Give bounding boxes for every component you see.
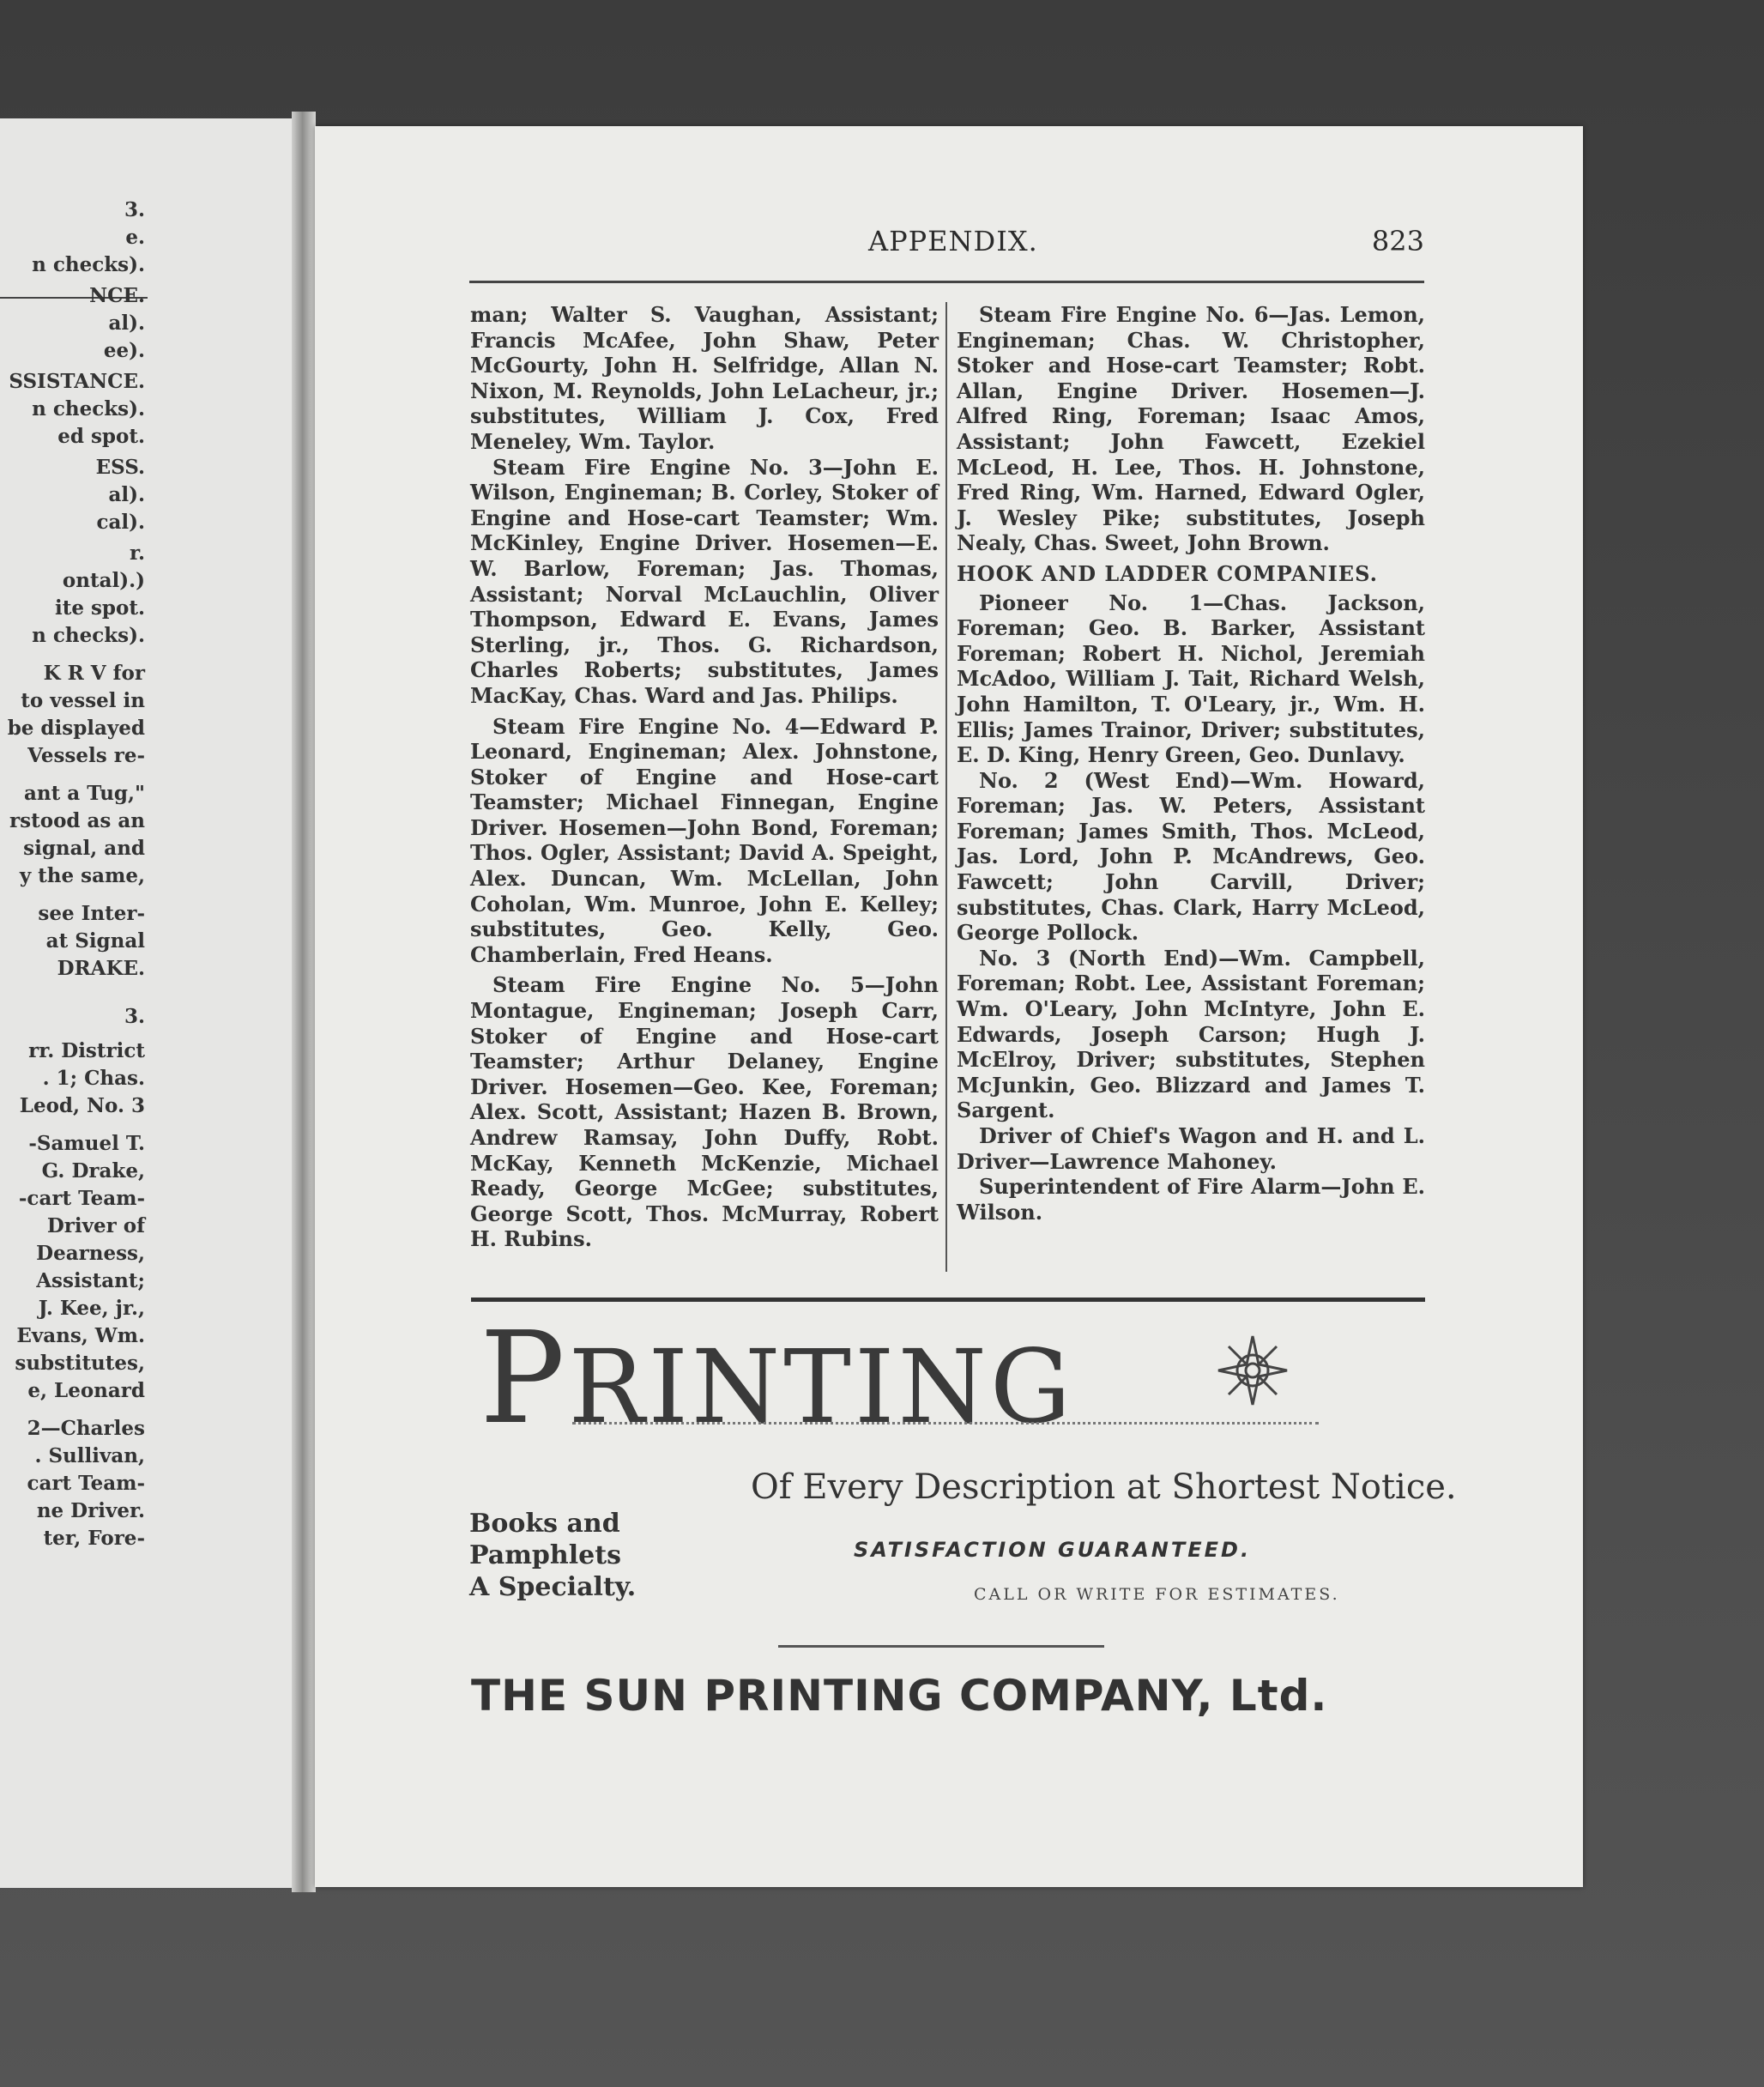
advertisement-specialty xyxy=(469,1508,636,1603)
page-number: 823 xyxy=(1371,225,1424,257)
left-page-line: . 1; Chas. xyxy=(42,1067,145,1090)
paragraph-engine-3: Steam Fire Engine No. 3—John E. Wilson, Engineman; B. Corley, Stoker of Engine and Hose-cart Teamster; Wm. McKinley, Engine Driver. Hosemen—E. W. Barlow, Foreman; Jas. Thomas, Assistant; Norval McLauchlin, Oliver Thompson, Edward E. Evans, James Sterling, jr., Thos. G. Richardson, Charles Roberts; substitutes, James MacKay, Chas. Ward and Jas. Philips. xyxy=(470,454,939,708)
advertisement-title-rest: RINTING xyxy=(568,1328,1075,1446)
paragraph-engine-6: Steam Fire Engine No. 6—Jas. Lemon, Engineman; Chas. W. Christopher, Stoker and Hose-cart Teamster; Robt. Allan, Engine Driver. Hosemen—J. Alfred Ring, Foreman; Isaac Amos, Assistant; John Fawcett, Ezekiel McLeod, H. Lee, Thos. H. Johnstone, Fred Ring, Wm. Harned, Edward Ogler, J. Wesley Pike; substitutes, Joseph Nealy, Chas. Sweet, John Brown. xyxy=(957,302,1425,556)
left-page-fragment xyxy=(0,118,305,1888)
left-page-line: 3. xyxy=(124,1005,145,1028)
floral-ornament-icon xyxy=(1214,1332,1291,1409)
left-page-line: ite spot. xyxy=(54,596,145,620)
left-page-line: e. xyxy=(125,226,145,249)
paragraph-no-3-north-end: No. 3 (North End)—Wm. Campbell, Foreman; Robt. Lee, Assistant Foreman; Wm. O'Leary, John McIntyre, John E. Edwards, Joseph Carson; Hugh J. McElroy, Driver; substitutes, Stephen McJunkin, Geo. Blizzard and James T. Sargent. xyxy=(957,945,1425,1123)
left-page-line: ontal).) xyxy=(62,569,145,592)
left-page-line: rstood as an xyxy=(9,809,145,832)
specialty-line-3: A Specialty. xyxy=(469,1572,637,1602)
advertisement-short-rule xyxy=(778,1645,1104,1648)
advertisement-title-initial: P xyxy=(480,1304,569,1452)
page-header xyxy=(315,225,1424,259)
left-page-line: substitutes, xyxy=(15,1352,145,1375)
header-rule xyxy=(469,281,1424,283)
left-page-line: n checks). xyxy=(32,397,145,420)
satisfaction-guaranteed: SATISFACTION GUARANTEED. xyxy=(854,1538,1252,1562)
left-page-line: -cart Team- xyxy=(18,1187,145,1210)
left-page-line: Driver of xyxy=(46,1214,145,1237)
left-page-line: e, Leonard xyxy=(27,1379,145,1402)
advertisement-top-rule xyxy=(471,1298,1425,1302)
left-page-line: Assistant; xyxy=(36,1269,145,1292)
left-page-line: 3. xyxy=(124,198,145,221)
left-page-line: ESS. xyxy=(95,456,145,479)
left-page-line: ee). xyxy=(103,339,145,362)
left-page-line: n checks). xyxy=(32,624,145,647)
left-page-line: Evans, Wm. xyxy=(16,1324,145,1347)
left-page-line: Leod, No. 3 xyxy=(19,1094,145,1117)
left-page-line: al). xyxy=(108,312,145,335)
paragraph-pioneer-1: Pioneer No. 1—Chas. Jackson, Foreman; Geo. B. Barker, Assistant Foreman; Robert H. Nichol, Jeremiah McAdoo, William J. Tait, Richard Welsh, John Hamilton, T. O'Leary, jr., Wm. H. Ellis; James Trainor, Driver; substitutes, E. D. King, Henry Green, Geo. Dunlavy. xyxy=(957,590,1425,768)
specialty-line-1: Books and xyxy=(469,1509,620,1539)
left-page-line: DRAKE. xyxy=(57,957,145,980)
paragraph-engine-4: Steam Fire Engine No. 4—Edward P. Leonard, Engineman; Alex. Johnstone, Stoker of Engine and Hose-cart Teamster; Michael Finnegan, Engine Driver. Hosemen—John Bond, Foreman; Thos. Ogler, Assistant; David A. Speight, Alex. Duncan, Wm. McLellan, John Coholan, Wm. Munroe, John E. Kelley; substitutes, Geo. Kelly, Geo. Chamberlain, Fred Heans. xyxy=(470,713,939,967)
call-for-estimates: CALL OR WRITE FOR ESTIMATES. xyxy=(974,1585,1340,1604)
left-page-line: see Inter- xyxy=(38,902,145,925)
page-title: APPENDIX. xyxy=(868,225,1038,257)
left-page-line: ant a Tug," xyxy=(24,782,145,805)
advertisement-dotted-rule xyxy=(572,1422,1319,1425)
left-page-line: NCE. xyxy=(89,284,145,307)
left-page-line: SSISTANCE. xyxy=(9,370,145,393)
left-page-line: -Samuel T. xyxy=(28,1132,145,1155)
left-page-line: r. xyxy=(129,541,145,565)
left-page-line: cart Team- xyxy=(27,1472,145,1495)
column-divider xyxy=(945,302,947,1272)
advertisement-subtitle: Of Every Description at Shortest Notice. xyxy=(751,1467,1457,1507)
appendix-page xyxy=(315,126,1583,1887)
left-page-line: Vessels re- xyxy=(27,744,145,767)
section-heading-hook-ladder: HOOK AND LADDER COMPANIES. xyxy=(957,560,1378,586)
left-page-line: J. Kee, jr., xyxy=(38,1297,145,1320)
left-page-line: Dearness, xyxy=(36,1242,145,1265)
left-page-line: K R V for xyxy=(43,662,145,685)
text-column-left xyxy=(470,302,939,1252)
left-page-line: 2—Charles xyxy=(27,1417,145,1440)
company-name: THE SUN PRINTING COMPANY, Ltd. xyxy=(471,1671,1328,1721)
left-page-line: ne Driver. xyxy=(36,1499,145,1522)
left-page-line: signal, and xyxy=(23,837,145,860)
left-page-line: at Signal xyxy=(45,929,145,953)
left-page-line: to vessel in xyxy=(21,689,145,712)
paragraph-chiefs-wagon-driver: Driver of Chief's Wagon and H. and L. Driver—Lawrence Mahoney. xyxy=(957,1123,1425,1174)
left-page-line: rr. District xyxy=(28,1039,145,1062)
left-page-line: al). xyxy=(108,483,145,506)
left-page-line: ter, Fore- xyxy=(43,1527,145,1550)
paragraph-fire-alarm-superintendent: Superintendent of Fire Alarm—John E. Wilson. xyxy=(957,1174,1425,1225)
left-page-line: cal). xyxy=(96,511,145,534)
left-page-line: y the same, xyxy=(19,864,145,887)
book-gutter xyxy=(292,112,316,1892)
left-page-line: n checks). xyxy=(32,253,145,276)
left-page-line: ed spot. xyxy=(57,425,145,448)
left-page-line: G. Drake, xyxy=(41,1159,145,1183)
left-page-line: be displayed xyxy=(7,717,145,740)
paragraph-engine-2-continued: man; Walter S. Vaughan, Assistant; Francis McAfee, John Shaw, Peter McGourty, John H. Selfridge, Allan N. Nixon, M. Reynolds, John LeLacheur, jr.; substitutes, William J. Cox, Fred Meneley, Wm. Taylor. xyxy=(470,302,939,454)
text-column-right xyxy=(957,302,1425,1225)
paragraph-no-2-west-end: No. 2 (West End)—Wm. Howard, Foreman; Jas. W. Peters, Assistant Foreman; James Smith, Thos. McLeod, Jas. Lord, John P. McAndrews, Geo. Fawcett; John Carvill, Driver; substitutes, Chas. Clark, Harry McLeod, George Pollock. xyxy=(957,767,1425,946)
left-page-line: . Sullivan, xyxy=(34,1444,145,1467)
paragraph-engine-5: Steam Fire Engine No. 5—John Montague, Engineman; Joseph Carr, Stoker of Engine and Hose-cart Teamster; Arthur Delaney, Engine Driver. Hosemen—Geo. Kee, Foreman; Alex. Scott, Assistant; Hazen B. Brown, Andrew Ramsay, John Duffy, Robt. McKay, Kenneth McKenzie, Michael Ready, George McGee; substitutes, George Scott, Thos. McMurray, Robert H. Rubins. xyxy=(470,972,939,1252)
specialty-line-2: Pamphlets xyxy=(469,1540,621,1570)
